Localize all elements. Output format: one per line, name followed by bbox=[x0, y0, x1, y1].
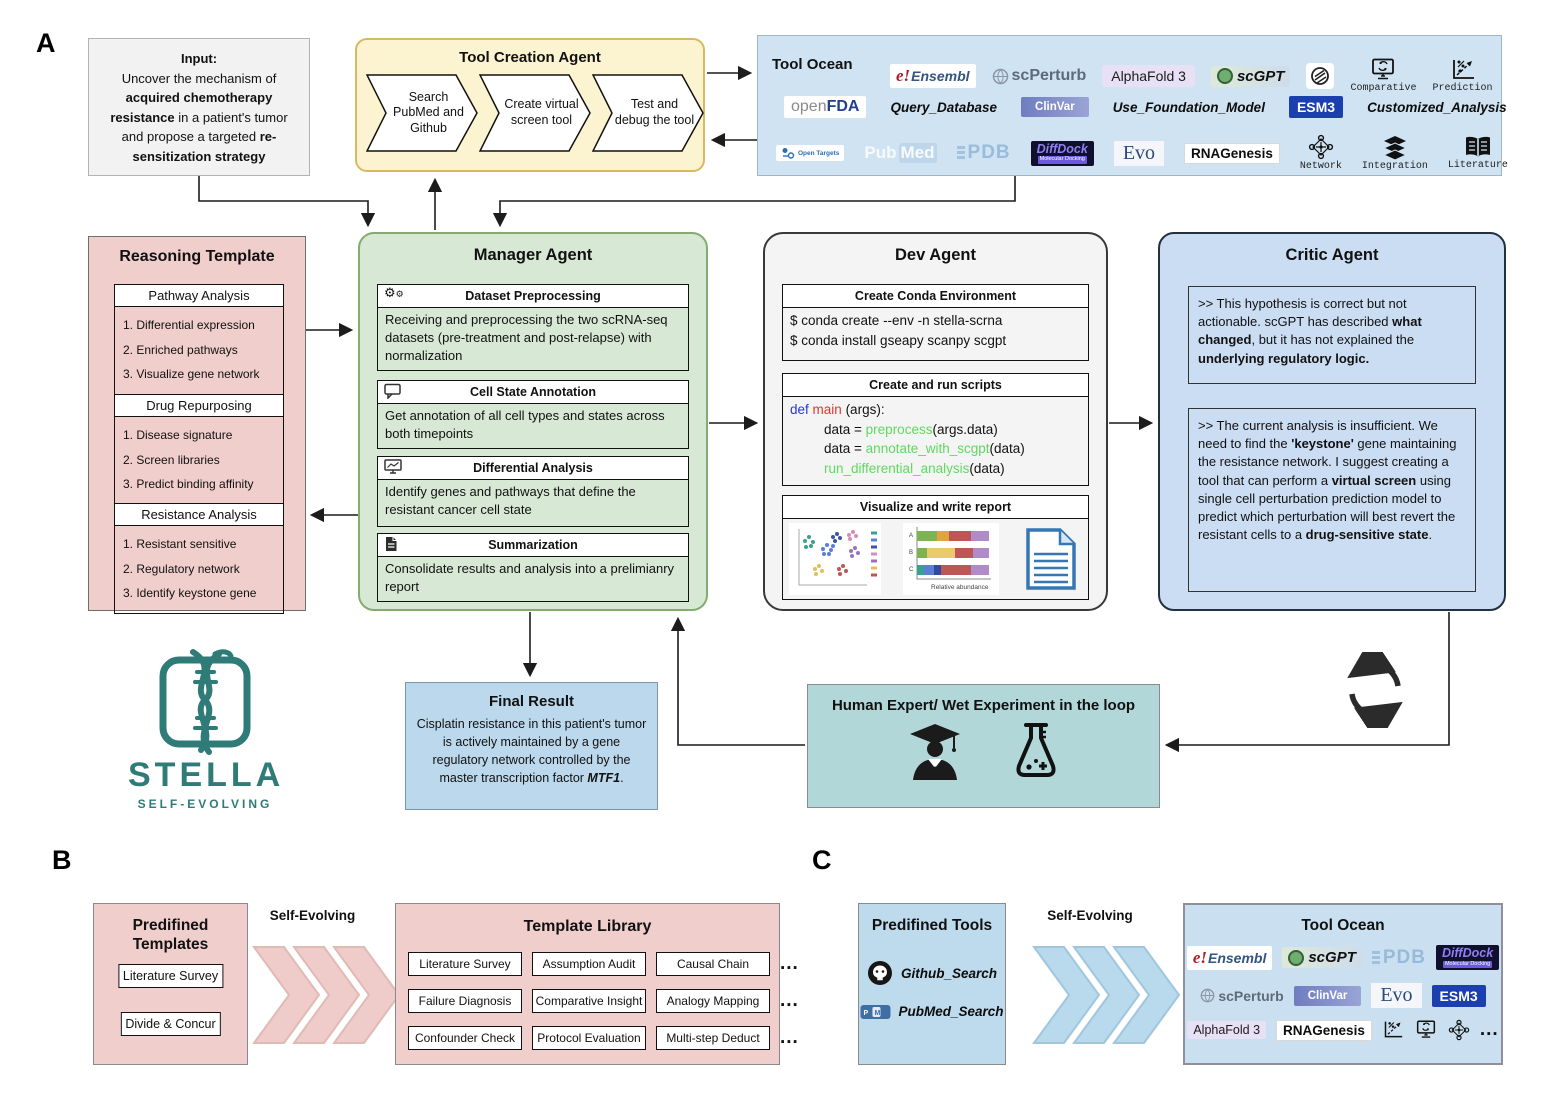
list-item: 1. Disease signature bbox=[123, 428, 233, 442]
list-item: 2. Regulatory network bbox=[123, 561, 240, 576]
conda-environment-section: Create Conda Environment $ conda create --env -n stella-scrna $ conda install gseapy scanpy scgpt bbox=[782, 284, 1089, 361]
summarization-section: Summarization Consolidate results and analysis into a prelimianry report bbox=[377, 533, 689, 602]
pathway-analysis-box: Pathway Analysis 1. Differential expression 2. Enriched pathways 3. Visualize gene network bbox=[114, 284, 284, 395]
evo-logo: Evo bbox=[1114, 141, 1164, 166]
stella-dna-icon bbox=[153, 648, 257, 756]
scgpt-icon bbox=[1288, 950, 1304, 966]
self-evolving-label-c: Self-Evolving bbox=[1047, 908, 1133, 923]
alphafold-logo: AlphaFold 3 bbox=[1102, 65, 1195, 87]
code-block: def main (args): data = preprocess(args.data) data = annotate_with_scgpt(data) run_differential_analysis(data) bbox=[790, 402, 1025, 476]
panel-a-label: A bbox=[36, 28, 56, 58]
pdb-icon bbox=[957, 146, 965, 160]
scgpt-icon bbox=[1217, 68, 1233, 84]
library-cell: Analogy Mapping bbox=[656, 989, 770, 1013]
library-cell: Protocol Evaluation bbox=[532, 1026, 646, 1050]
speech-bubble-icon bbox=[384, 383, 401, 399]
ellipsis: ... bbox=[1479, 1019, 1499, 1041]
svg-text:A: A bbox=[908, 533, 913, 539]
monitor-chart-icon bbox=[384, 459, 402, 475]
critic-feedback-2: >> The current analysis is insufficient. We need to find the 'keystone' gene maintaining the resistance network. I suggest creating a tool that can perform a virtual screen using single cell perturbation prediction model to predict which perturbation will best revert the resistant cells to a drug-sensitive state. bbox=[1188, 408, 1476, 592]
tool-ocean-row1 bbox=[890, 58, 1493, 94]
ellipsis: ... bbox=[780, 1027, 799, 1049]
comparative-icon bbox=[1369, 58, 1397, 82]
critic-feedback-1: >> This hypothesis is correct but not actionable. scGPT has described what changed, but it has not explained the underlying regulatory logic. bbox=[1188, 286, 1476, 384]
library-cell: Failure Diagnosis bbox=[408, 989, 522, 1013]
svg-text:C: C bbox=[908, 567, 913, 573]
integration-tool: Integration bbox=[1362, 134, 1428, 172]
predefined-templates-title: Predifined Templates bbox=[132, 917, 209, 954]
pubmed-badge-icon bbox=[860, 1005, 890, 1019]
gears-icon: ⚙⚙ bbox=[384, 286, 404, 301]
scperturb-globe-icon bbox=[1200, 988, 1215, 1003]
reasoning-template-panel bbox=[88, 236, 306, 611]
prediction-icon bbox=[1450, 58, 1476, 82]
library-cell: Literature Survey bbox=[408, 952, 522, 976]
list-item: 1. Resistant sensitive bbox=[123, 537, 237, 551]
list-item: 2. Screen libraries bbox=[123, 452, 220, 467]
step-create-virtual-screen: Create virtual screen tool bbox=[479, 74, 590, 152]
panel-b-label: B bbox=[52, 845, 72, 875]
visualize-report-section: Visualize and write report A B C Relative abundance bbox=[782, 495, 1089, 600]
critic-agent-title: Critic Agent bbox=[1285, 246, 1379, 264]
template-item: Literature Survey bbox=[118, 964, 223, 988]
svg-text:M: M bbox=[874, 1009, 881, 1017]
report-document-icon bbox=[1020, 526, 1082, 592]
rnagenesis-logo: RNAGenesis bbox=[1276, 1020, 1372, 1041]
cell-state-annotation-section: Cell State Annotation Get annotation of all cell types and states across both timepoints bbox=[377, 380, 689, 449]
tool-ocean-row3 bbox=[776, 134, 1508, 172]
predefined-templates-box bbox=[93, 903, 248, 1065]
graduate-icon bbox=[906, 722, 964, 782]
dev-agent-panel bbox=[763, 232, 1108, 611]
diffdock-logo: DiffDock Molecular Docking bbox=[1031, 141, 1094, 166]
network-icon bbox=[1448, 1019, 1470, 1041]
svg-text:B: B bbox=[908, 550, 913, 556]
library-cell: Confounder Check bbox=[408, 1026, 522, 1050]
ellipsis: ... bbox=[780, 953, 799, 975]
bar-caption: Relative abundance bbox=[930, 584, 988, 591]
github-icon bbox=[867, 960, 893, 986]
rnagenesis-logo: RNAGenesis bbox=[1184, 143, 1280, 164]
input-text: Uncover the mechanism of acquired chemotherapy resistance in a patient's tumor and propose a targeted re-sensitization strategy bbox=[110, 70, 288, 164]
step-test-debug: Test and debug the tool bbox=[592, 74, 703, 152]
open-targets-icon bbox=[781, 147, 795, 159]
evo-logo: Evo bbox=[1371, 983, 1421, 1008]
tool-creation-steps bbox=[366, 74, 703, 152]
differential-analysis-section: Differential Analysis Identify genes and pathways that define the resistant cancer cell state bbox=[377, 456, 689, 527]
svg-text:P: P bbox=[863, 1009, 869, 1017]
esm3-logo: ESM3 bbox=[1289, 96, 1343, 118]
github-search-tool: Github_Search bbox=[867, 960, 997, 986]
tool-ocean-c-box bbox=[1183, 903, 1503, 1065]
manager-agent-panel bbox=[358, 232, 708, 611]
clinvar-logo: ClinVar bbox=[1294, 986, 1362, 1006]
stella-logo bbox=[128, 648, 285, 811]
human-expert-title: Human Expert/ Wet Experiment in the loop bbox=[831, 697, 1136, 714]
conda-line: $ conda create --env -n stella-scrna bbox=[790, 313, 1003, 328]
self-evolving-chevrons-pink bbox=[252, 945, 404, 1045]
panel-c-label: C bbox=[812, 845, 832, 875]
template-library-box bbox=[395, 903, 799, 1065]
ensembl-logo: e! Ensembl bbox=[1187, 946, 1273, 970]
open-targets-logo: Open Targets bbox=[776, 145, 844, 161]
template-item: Divide & Concur bbox=[120, 1012, 220, 1036]
library-cell: Assumption Audit bbox=[532, 952, 646, 976]
predefined-tools-box bbox=[858, 903, 1006, 1065]
stacked-bar-thumbnail bbox=[903, 523, 999, 595]
drug-repurposing-box: Drug Repurposing 1. Disease signature 2. Screen libraries 3. Predict binding affinity bbox=[114, 394, 284, 505]
pubmed-logo: Pub Med bbox=[864, 143, 935, 162]
ellipsis: ... bbox=[780, 990, 799, 1012]
scgpt-logo: scGPT bbox=[1282, 947, 1362, 968]
clinvar-logo: ClinVar bbox=[1021, 97, 1089, 117]
scperturb-logo: scPerturb bbox=[992, 67, 1087, 85]
final-result-text: Cisplatin resistance in this patient's tumor is actively maintained by a gene regulatory network controlled by the master transcription factor MTF1. bbox=[416, 716, 647, 786]
template-library-title: Template Library bbox=[523, 918, 652, 935]
library-cell: Causal Chain bbox=[656, 952, 770, 976]
tool-creation-title: Tool Creation Agent bbox=[459, 49, 601, 66]
pdb-logo: PDB bbox=[1372, 947, 1426, 969]
literature-icon bbox=[1464, 135, 1492, 159]
comparative-tool: Comparative bbox=[1350, 58, 1416, 94]
list-item: 3. Predict binding affinity bbox=[123, 477, 254, 492]
library-cell: Multi-step Deduct bbox=[656, 1026, 770, 1050]
dataset-preprocessing-section: ⚙⚙ Dataset Preprocessing Receiving and preprocessing the two scRNA-seq datasets (pre-treatment and post-relapse) with normalization bbox=[377, 284, 689, 371]
list-item: 2. Enriched pathways bbox=[123, 342, 238, 357]
tool-ocean-panel bbox=[757, 35, 1508, 176]
ensembl-logo: e! Ensembl bbox=[890, 64, 976, 88]
input-box bbox=[88, 38, 310, 176]
reasoning-template-title: Reasoning Template bbox=[119, 248, 275, 265]
conda-line: $ conda install gseapy scanpy scgpt bbox=[790, 332, 1007, 348]
umap-scatter-thumbnail bbox=[789, 523, 881, 595]
alphafold-logo: AlphaFold 3 bbox=[1187, 1021, 1266, 1039]
network-icon bbox=[1308, 134, 1334, 160]
tool-ocean-row2 bbox=[784, 96, 1507, 118]
self-evolving-label-b: Self-Evolving bbox=[269, 908, 356, 923]
predefined-tools-title: Predifined Tools bbox=[871, 917, 993, 934]
stella-wordmark: STELLA bbox=[128, 756, 285, 794]
step-search-pubmed-github: Search PubMed and Github bbox=[366, 74, 477, 152]
document-icon bbox=[384, 536, 398, 552]
tool-ocean-title: Tool Ocean bbox=[772, 56, 853, 73]
esm3-logo: ESM3 bbox=[1432, 985, 1486, 1007]
comparative-icon bbox=[1414, 1020, 1438, 1040]
stella-tagline: SELF-EVOLVING bbox=[137, 797, 273, 811]
customized-analysis-tool: Customized_Analysis bbox=[1367, 99, 1507, 115]
resistance-analysis-box: Resistance Analysis 1. Resistant sensitive 2. Regulatory network 3. Identify keystone gene bbox=[114, 503, 284, 614]
tool-creation-agent bbox=[355, 38, 705, 172]
pubmed-search-tool: P M PubMed_Search bbox=[860, 1004, 1003, 1019]
human-expert-box bbox=[807, 684, 1160, 808]
list-item: 3. Identify keystone gene bbox=[123, 586, 257, 601]
critic-agent-panel bbox=[1158, 232, 1506, 611]
self-evolving-cycle-icon bbox=[1338, 652, 1412, 728]
spiral-icon bbox=[1306, 63, 1334, 89]
use-foundation-model-tool: Use_Foundation_Model bbox=[1112, 99, 1265, 115]
prediction-tool: Prediction bbox=[1433, 58, 1493, 94]
list-item: 3. Visualize gene network bbox=[123, 367, 260, 382]
run-scripts-section: Create and run scripts def main (args): data = preprocess(args.data) data = annotate_with_scgpt(data) run_differential_analysis(data) bbox=[782, 373, 1089, 486]
flask-icon bbox=[1010, 722, 1062, 780]
self-evolving-chevrons-blue bbox=[1032, 945, 1184, 1045]
literature-tool: Literature bbox=[1448, 135, 1508, 171]
openfda-logo: open FDA bbox=[784, 96, 866, 118]
list-item: 1. Differential expression bbox=[123, 318, 255, 332]
diffdock-logo: DiffDock Molecular Docking bbox=[1436, 945, 1499, 970]
network-tool: Network bbox=[1300, 134, 1342, 172]
prediction-icon bbox=[1382, 1020, 1404, 1040]
final-result-title: Final Result bbox=[488, 693, 574, 710]
scperturb-logo: scPerturb bbox=[1200, 988, 1283, 1004]
scgpt-logo: scGPT bbox=[1211, 66, 1291, 87]
integration-icon bbox=[1382, 134, 1408, 160]
pdb-logo: PDB bbox=[957, 142, 1011, 164]
manager-agent-title: Manager Agent bbox=[473, 246, 593, 264]
query-database-tool: Query_Database bbox=[890, 99, 998, 115]
final-result-box bbox=[405, 682, 658, 810]
tool-ocean-c-title: Tool Ocean bbox=[1301, 917, 1385, 934]
library-cell: Comparative Insight bbox=[532, 989, 646, 1013]
input-title: Input: bbox=[180, 51, 218, 66]
pdb-icon bbox=[1372, 951, 1380, 965]
dev-agent-title: Dev Agent bbox=[895, 246, 976, 264]
scperturb-globe-icon bbox=[992, 68, 1009, 85]
